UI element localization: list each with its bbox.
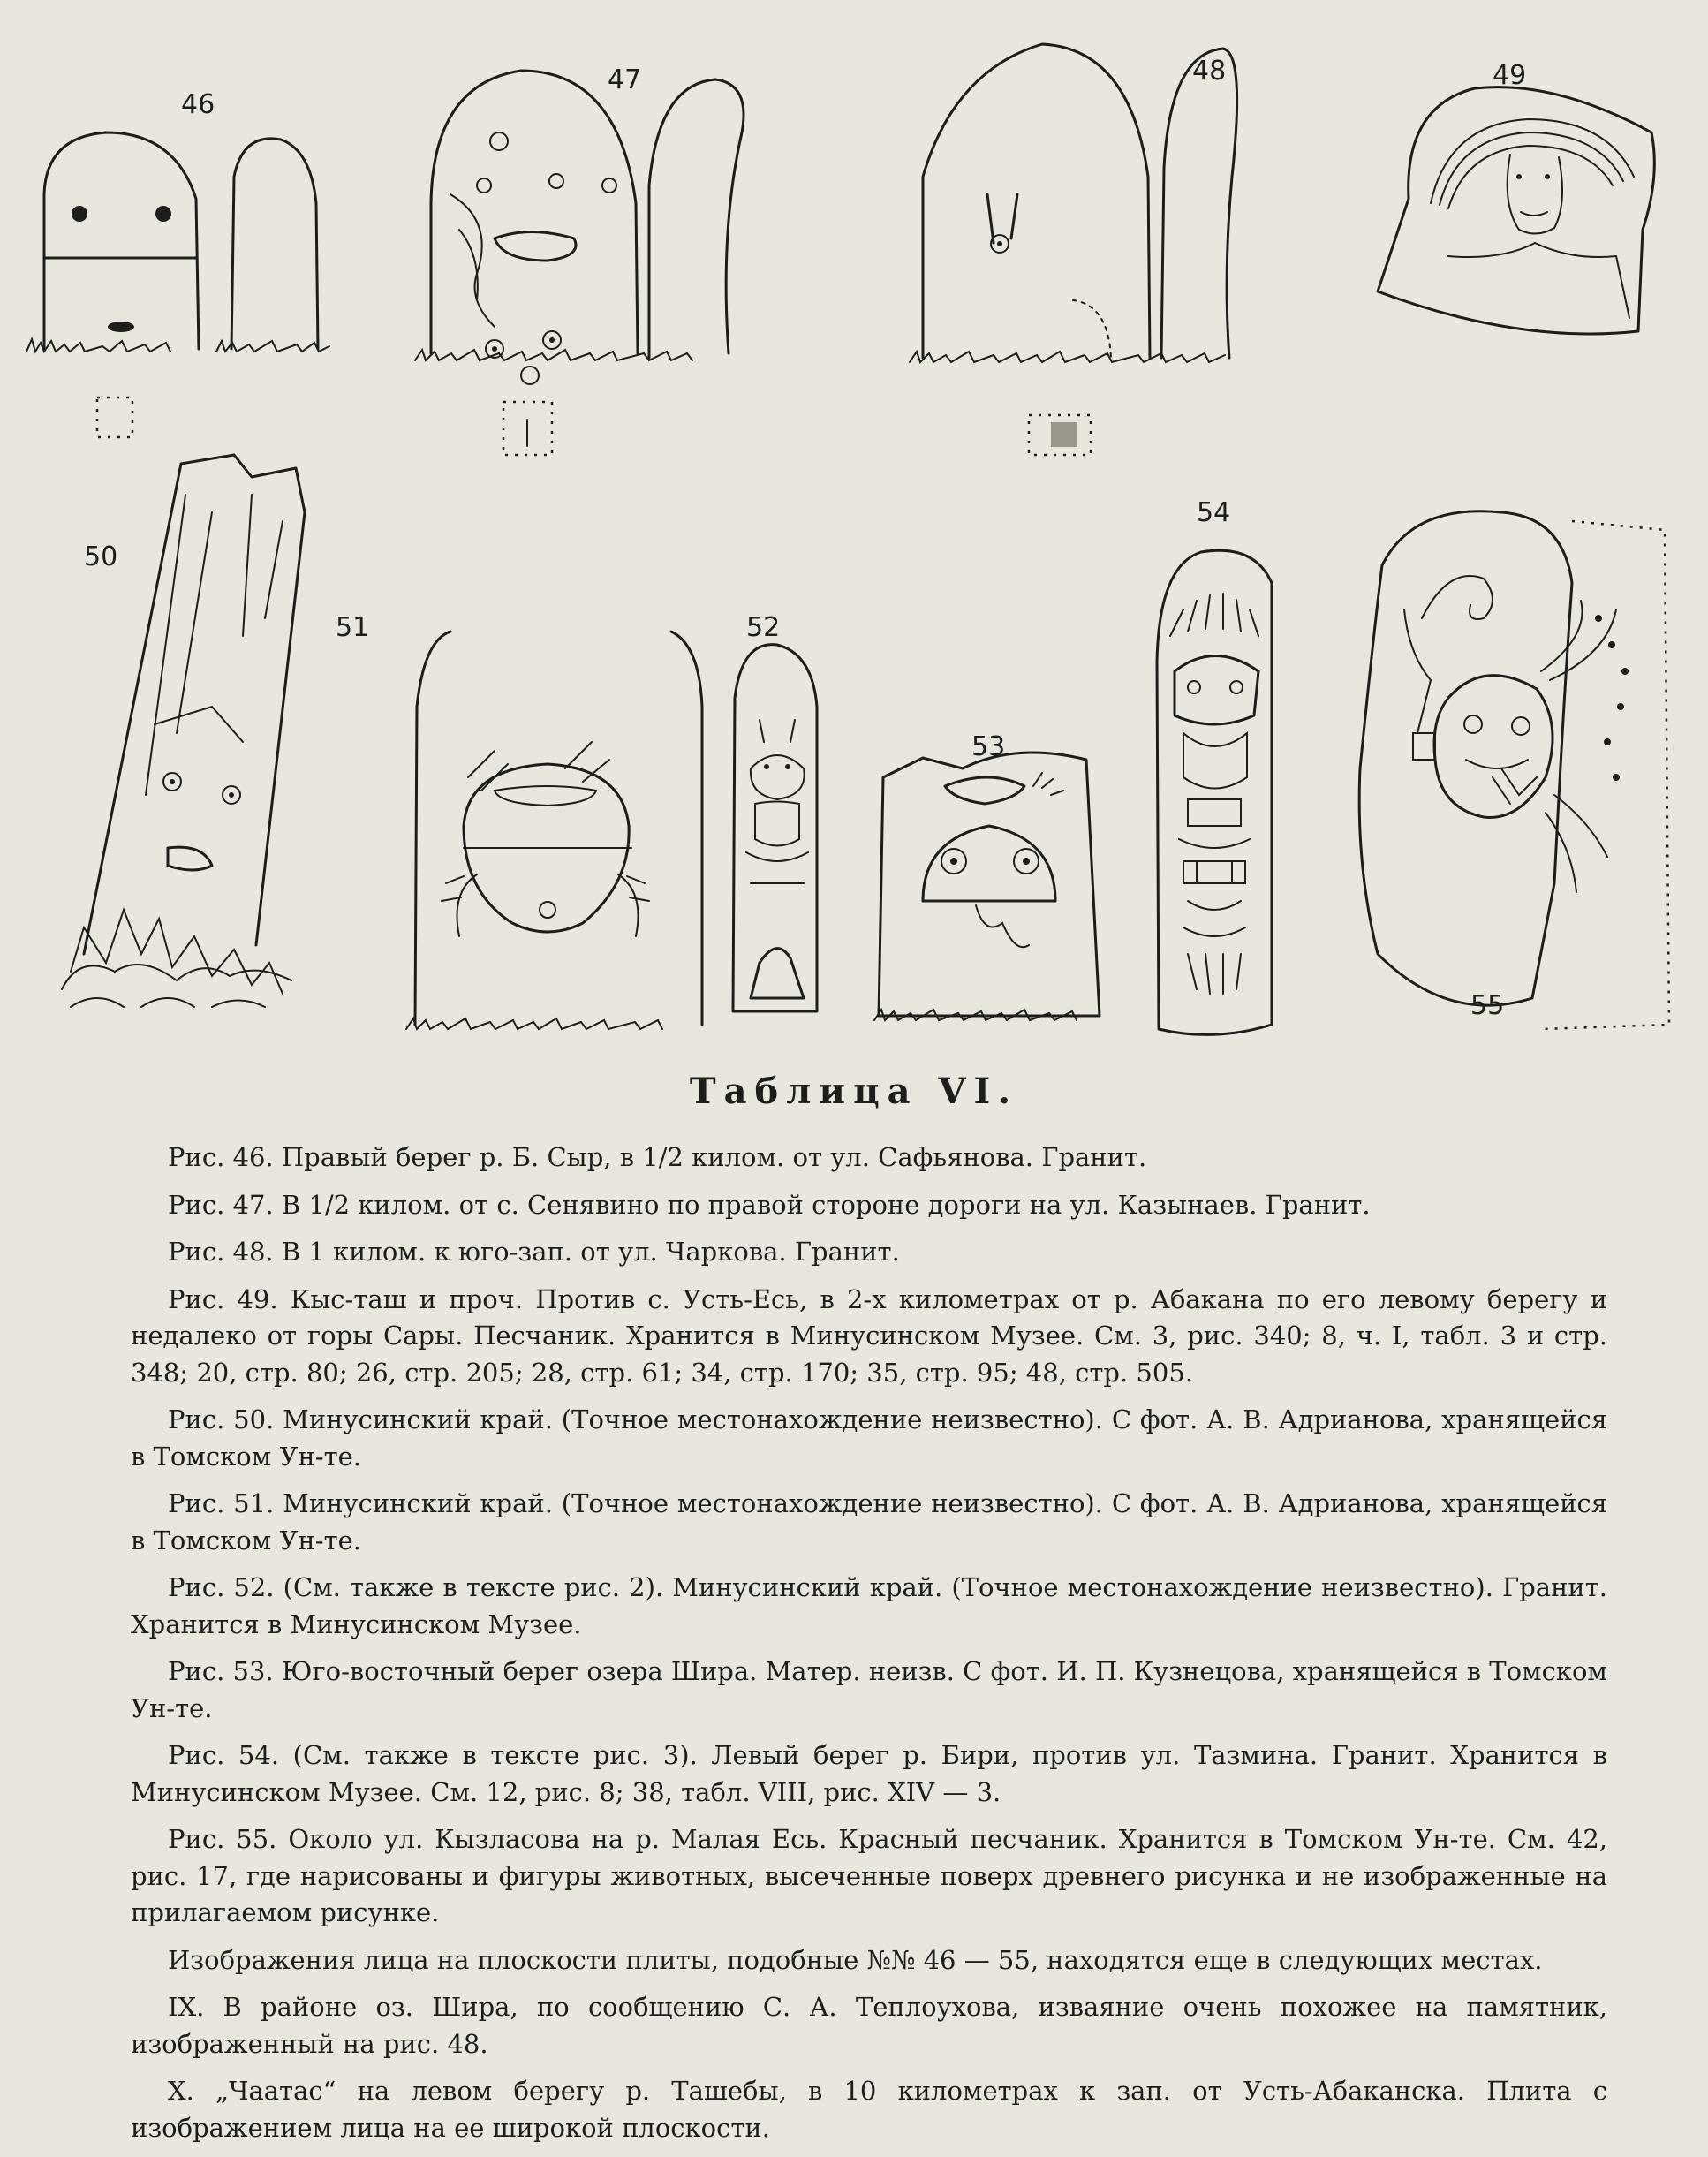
caption-47: Рис. 47. В 1/2 килом. от с. Сенявино по правой стороне дороги на ул. Казынаев. Гранит. xyxy=(168,1189,1371,1220)
note-other-places: Изображения лица на плоскости плиты, подобные №№ 46 — 55, находятся еще в следующих местах. xyxy=(168,1944,1543,1975)
figure-52 xyxy=(733,612,817,1011)
caption-51: Рис. 51. Минусинский край. (Точное местонахождение неизвестно). С фот. А. В. Адрианова, хранящейся в Томском Ун-те. xyxy=(131,1488,1607,1555)
figure-label-47: 47 xyxy=(608,64,642,95)
caption-53: Рис. 53. Юго-восточный берег озера Шира. Матер. неизв. С фот. И. П. Кузнецова, хранящейся в Томском Ун-те. xyxy=(131,1656,1607,1723)
caption-49: Рис. 49. Кыс-таш и проч. Против с. Усть-Есь, в 2-х километрах от р. Абакана по его левому берегу и недалеко от горы Сары. Песчаник. Хранится в Минусинском Музее. См. 3, рис. 340; 8, ч. I, табл. 3 и стр. 348; 20, стр. 80; 26, стр. 205; 28, стр. 61; 34, стр. 170; 35, стр. 95; 48, стр. 505. xyxy=(131,1283,1607,1388)
caption-52: Рис. 52. (См. также в тексте рис. 2). Минусинский край. (Точное местонахождение неизвестно). Гранит. Хранится в Минусинском Музее. xyxy=(131,1572,1607,1639)
figure-49 xyxy=(1378,60,1654,334)
caption-list xyxy=(131,1139,1607,2157)
figure-label-54: 54 xyxy=(1197,497,1231,528)
figure-label-49: 49 xyxy=(1493,60,1527,91)
caption-48: Рис. 48. В 1 килом. к юго-зап. от ул. Чаркова. Гранит. xyxy=(168,1237,900,1267)
figure-55 xyxy=(1359,511,1669,1029)
figure-label-46: 46 xyxy=(181,89,215,120)
figure-46 xyxy=(26,89,329,437)
figure-label-51: 51 xyxy=(336,612,370,643)
figure-53 xyxy=(874,731,1100,1020)
note-ix: IX. В районе оз. Шира, по сообщению С. А. Теплоухова, изваяние очень похожее на памятник, изображенный на рис. 48. xyxy=(131,1992,1607,2059)
figure-50 xyxy=(62,455,305,1007)
figure-plate xyxy=(0,0,1708,1051)
figure-54 xyxy=(1157,497,1272,1034)
figure-label-55: 55 xyxy=(1470,990,1505,1021)
caption-55: Рис. 55. Около ул. Кызласова на р. Малая Есь. Красный песчаник. Хранится в Томском Ун-те. См. 42, рис. 17, где нарисованы и фигуры животных, высеченные поверх древнего рисунка и не изображенные на прилагаемом рисунке. xyxy=(131,1824,1607,1927)
plate-title: Таблица VI. xyxy=(689,1071,1019,1112)
figure-label-53: 53 xyxy=(971,731,1006,762)
note-x: X. „Чаатас“ на левом берегу р. Ташебы, в 10 километрах к зап. от Усть-Абаканска. Плита с изображением лица на ее широкой плоскости. xyxy=(131,2076,1607,2143)
figure-48 xyxy=(910,44,1237,455)
figure-51 xyxy=(336,612,702,1029)
figure-47 xyxy=(415,64,744,455)
caption-46: Рис. 46. Правый берег р. Б. Сыр, в 1/2 килом. от ул. Сафьянова. Гранит. xyxy=(168,1142,1147,1172)
figure-label-50: 50 xyxy=(84,541,118,572)
figure-label-52: 52 xyxy=(746,612,781,643)
figure-label-48: 48 xyxy=(1192,56,1227,87)
caption-50: Рис. 50. Минусинский край. (Точное местонахождение неизвестно). С фот. А. В. Адрианова, хранящейся в Томском Ун-те. xyxy=(131,1404,1607,1472)
caption-54: Рис. 54. (См. также в тексте рис. 3). Левый берег р. Бири, против ул. Тазмина. Гранит. Хранится в Минусинском Музее. См. 12, рис. 8; 38, табл. VIII, рис. XIV — 3. xyxy=(131,1740,1607,1807)
